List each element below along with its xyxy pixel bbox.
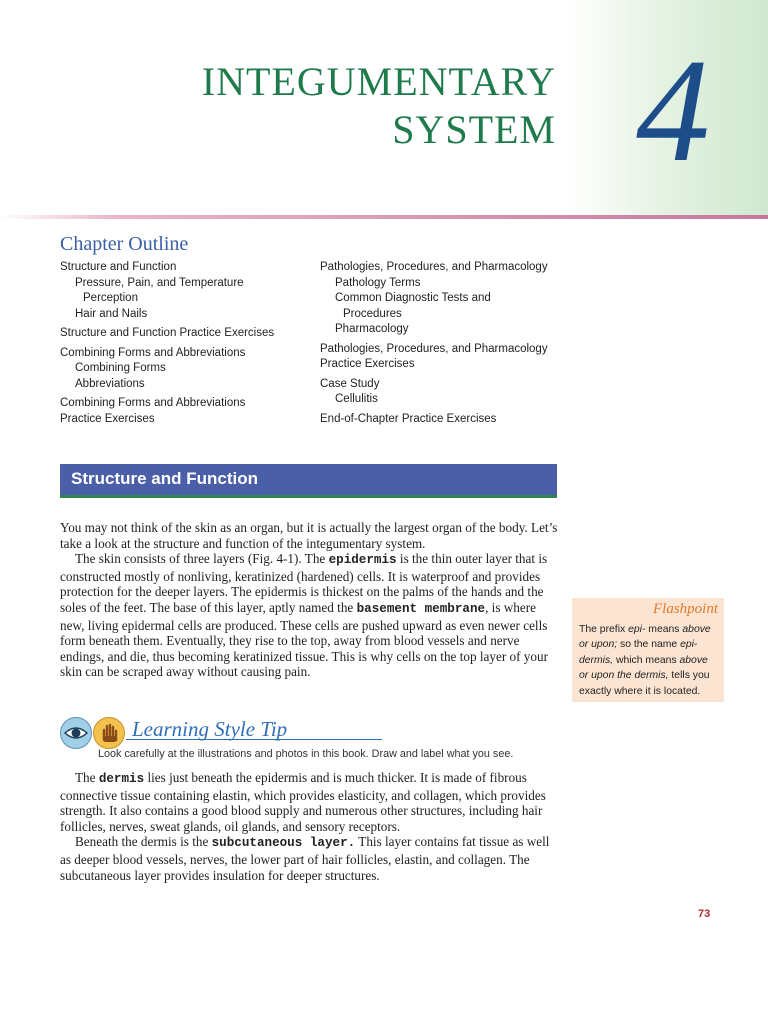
section-header-bar [60,464,557,498]
chapter-number: 4 [636,29,710,193]
outline-subitem: Cellulitis [335,393,378,405]
outline-item[interactable] [320,260,570,338]
outline-subitem: Common Diagnostic Tests and [335,292,491,304]
header-rule [0,215,768,219]
eye-icon [60,717,92,749]
key-term-dermis: dermis [98,772,145,786]
body-paragraph: Beneath the dermis is the subcutaneous layer. This layer contains fat tissue as well as deeper blood vessels, nerves, the lower part of hair follicles, elastin, and collagen. The subcutaneous layer provides insulation for deeper structures. [60,834,550,883]
chapter-title-line2: SYSTEM [392,107,556,152]
outline-subitem: Procedures [343,307,402,320]
outline-left-column [60,260,290,431]
outline-item-title: Combining Forms and Abbreviations [60,397,246,409]
learning-style-text: Look carefully at the illustrations and photos in this book. Draw and label what you see. [98,748,514,760]
learning-style-title: Learning Style Tip [132,717,288,741]
outline-item[interactable] [60,326,290,342]
outline-subitem: Perception [83,292,138,304]
outline-subitem: Hair and Nails [75,307,148,320]
outline-item-title: Structure and Function Practice Exercises [60,327,275,339]
section-title: Structure and Function [71,469,258,488]
outline-subitem: Abbreviations [75,377,145,390]
body-text-lower [60,770,558,883]
outline-item-title: Structure and Function [60,261,177,273]
outline-subitem: Pharmacology [335,323,409,335]
key-term-subcutaneous-layer: subcutaneous layer. [211,836,356,851]
hand-icon [93,717,125,749]
outline-item[interactable] [320,377,570,408]
outline-right-column [320,260,570,431]
flashpoint-text: The prefix epi- means above or upon; so the name epi- dermis, which means above or upon the dermis, tells you exactly where it is located. [579,624,711,697]
outline-item-title-cont: Practice Exercises [320,358,415,370]
outline-item[interactable] [60,346,290,393]
flashpoint-box [572,598,724,702]
body-text-upper [60,520,558,680]
outline-subitem: Combining Forms [75,362,166,374]
key-term-epidermis: epidermis [328,553,397,568]
body-paragraph: You may not think of the skin as an organ, but it is actually the largest organ of the body. Let’s take a look at the structure and function of the integumentary system. [60,520,558,551]
outline-item[interactable] [60,396,290,427]
key-term-basement-membrane: basement membrane [356,601,486,616]
learning-style-tip-header [60,715,390,749]
page-number: 73 [698,908,711,920]
outline-heading: Chapter Outline [60,233,189,255]
body-paragraph: The dermis lies just beneath the epidermis and is much thicker. It is made of fibrous connective tissue containing elastin, which provides elasticity, and collagen, which provides strength. It also contains a good blood supply and numerous other structures, including hair follicles, nerves, sweat glands, oil glands, and sensory receptors. [60,770,546,834]
outline-subitem: Pressure, Pain, and Temperature [75,276,244,289]
outline-item-title: End-of-Chapter Practice Exercises [320,412,497,425]
outline-item-title-cont: Practice Exercises [60,412,155,425]
outline-item-title: Pathologies, Procedures, and Pharmacology [320,342,548,355]
outline-item[interactable] [320,412,570,428]
outline-subitem: Pathology Terms [335,276,421,289]
outline-item-title: Combining Forms and Abbreviations [60,346,246,359]
outline-item[interactable] [60,260,290,322]
chapter-title-line1: INTEGUMENTARY [201,59,556,104]
outline-item-title: Case Study [320,377,380,390]
flashpoint-title: Flashpoint [652,601,718,617]
body-paragraph: The skin consists of three layers (Fig. 4-1). The epidermis is the thin outer layer that is constructed mostly of nonliving, keratinized (hardened) cells. It is waterproof and provides protection for the deeper layers. The epidermis is thickest on the palms of the hands and the soles of the feet. The base of this layer, aptly named the basement membrane, is where new, living epidermal cells are produced. These cells are pushed upward as even newer cells form beneath them. Eventually, they rise to the top, away from blood vessels and nerve endings, and die, thus becoming keratinized tissue. This is why cells on the top layer of your skin can be scraped away without causing pain. [60,551,548,680]
outline-item[interactable] [320,342,570,373]
chapter-title [0,58,556,154]
outline-item-title: Pathologies, Procedures, and Pharmacology [320,261,548,273]
